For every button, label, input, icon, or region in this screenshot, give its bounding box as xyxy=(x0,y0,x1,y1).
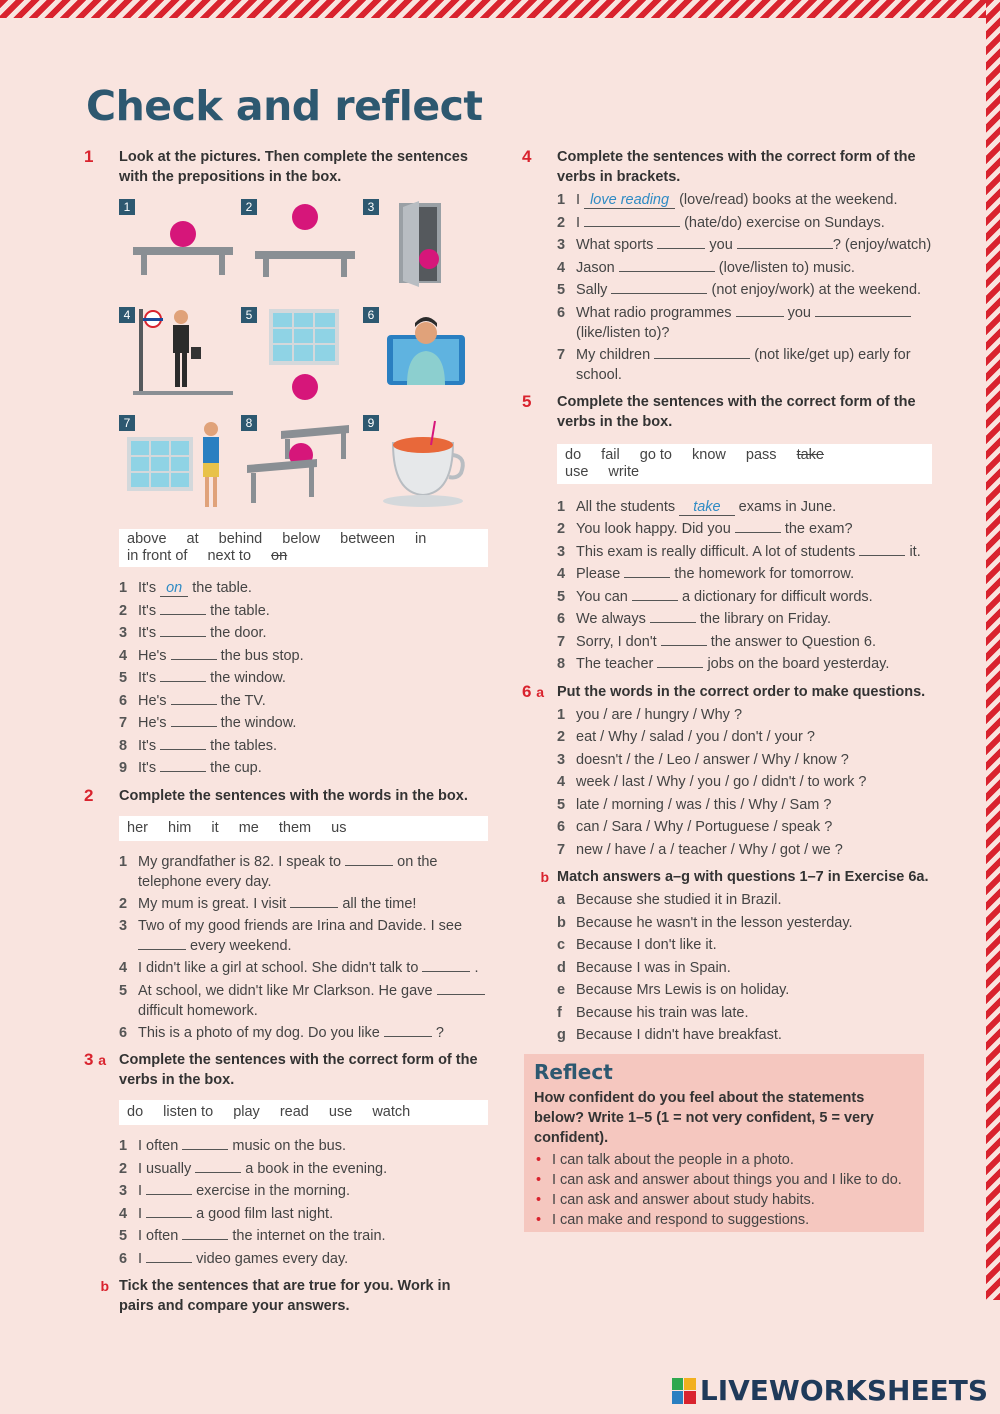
exercise-5 xyxy=(522,392,932,676)
example-answer: love reading xyxy=(584,192,675,209)
item-list xyxy=(119,851,488,1045)
list-item: 3 Two of my good friends are Irina and Davide. I see every weekend. xyxy=(119,918,463,954)
picture-label: 4 xyxy=(119,307,135,323)
list-item: 3 What sports you ? (enjoy/watch) xyxy=(557,237,932,253)
answer-blank[interactable] xyxy=(160,736,206,750)
list-item: 3 This exam is really difficult. A lot of students it. xyxy=(557,543,921,560)
word-box xyxy=(119,1100,488,1125)
word-box-item: go to xyxy=(639,446,672,463)
word-box xyxy=(119,529,488,567)
picture-label: 8 xyxy=(241,415,257,431)
table-ball-on-illustration xyxy=(119,199,237,299)
picture-grid xyxy=(119,199,487,519)
answer-blank[interactable] xyxy=(650,609,696,623)
list-item: 2 It's the table. xyxy=(119,602,270,619)
list-item: 4 Jason (love/listen to) music. xyxy=(557,259,855,276)
word-box-item: fail xyxy=(601,446,620,463)
picture-label: 5 xyxy=(241,307,257,323)
picture-label: 3 xyxy=(363,199,379,215)
picture-label: 2 xyxy=(241,199,257,215)
word-box-item: it xyxy=(211,819,219,836)
word-box-item: her xyxy=(127,819,148,836)
list-item: 1 I often music on the bus. xyxy=(119,1138,347,1154)
exercise-sub-label: b xyxy=(540,869,549,885)
exercise-instruction: Complete the sentences with the correct form of the verbs in the box. xyxy=(557,393,916,430)
answer-blank[interactable] xyxy=(195,1159,241,1173)
list-item: 6 can / Sara / Why / Portuguese / speak ? xyxy=(557,819,833,835)
exercise-number: 4 xyxy=(522,147,532,166)
exercise-instruction: Complete the sentences with the correct form of the verbs in brackets. xyxy=(557,149,916,185)
picture-label: 1 xyxy=(119,199,135,215)
answer-blank[interactable] xyxy=(422,958,470,972)
list-item: 4 Please the homework for tomorrow. xyxy=(557,566,855,582)
answer-blank[interactable] xyxy=(815,303,911,317)
page-title: Check and reflect xyxy=(86,82,483,130)
list-item: 6 We always the library on Friday. xyxy=(557,611,831,627)
list-item: f Because his train was late. xyxy=(557,1004,749,1021)
reflect-list xyxy=(534,1150,914,1230)
list-item: 8 It's the tables. xyxy=(119,737,278,754)
exercise-2 xyxy=(84,786,488,1045)
list-item: 5 late / morning / was / this / Why / Sam ? xyxy=(557,796,832,813)
answer-blank[interactable] xyxy=(160,758,206,772)
list-item: 8 The teacher jobs on the board yesterday. xyxy=(557,656,890,672)
list-item: 5 At school, we didn't like Mr Clarkson. He gave difficult homework. xyxy=(119,980,488,1022)
liveworksheets-brand xyxy=(672,1374,988,1407)
exercise-instruction: Complete the sentences with the correct form of the verbs in the box. xyxy=(119,1052,478,1088)
picture-9 xyxy=(363,415,481,515)
liveworksheets-logo-icon xyxy=(672,1378,696,1404)
ball-between-tables-illustration xyxy=(241,415,359,515)
list-item: 1 All the students take exams in June. xyxy=(557,498,837,515)
man-at-bus-stop-illustration xyxy=(119,307,237,407)
list-item: 4 week / last / Why / you / go / didn't / to work ? xyxy=(557,774,867,790)
answer-blank[interactable] xyxy=(146,1249,192,1263)
exercise-number: 3 a xyxy=(84,1050,106,1069)
exercise-instruction: Match answers a–g with questions 1–7 in Exercise 6a. xyxy=(557,869,929,885)
list-item: 5 I often the internet on the train. xyxy=(119,1228,386,1244)
list-item: 5 It's the window. xyxy=(119,670,286,686)
item-list xyxy=(119,1135,488,1270)
answer-blank[interactable] xyxy=(138,936,186,950)
answer-blank[interactable] xyxy=(735,519,781,533)
picture-5 xyxy=(241,307,359,407)
exercise-instruction: Complete the sentences with the words in the box. xyxy=(119,787,468,804)
answer-blank[interactable] xyxy=(654,345,750,359)
answer-blank[interactable] xyxy=(584,213,680,227)
answer-blank[interactable] xyxy=(619,258,715,272)
example-answer: on xyxy=(160,580,188,597)
word-box-item-used: take xyxy=(796,446,825,463)
exercise-instruction: Put the words in the correct order to make questions. xyxy=(557,683,926,700)
list-item: b Because he wasn't in the lesson yesterday. xyxy=(557,914,853,931)
list-item: 3 doesn't / the / Leo / answer / Why / know ? xyxy=(557,751,849,768)
answer-blank[interactable] xyxy=(182,1136,228,1150)
picture-label: 7 xyxy=(119,415,135,431)
list-item: 4 I a good film last night. xyxy=(119,1205,334,1222)
item-list xyxy=(557,189,932,386)
list-item: d Because I was in Spain. xyxy=(557,959,731,976)
list-item: 3 It's the door. xyxy=(119,625,267,641)
word-box-item: read xyxy=(279,1104,309,1120)
word-box-item: next to xyxy=(207,548,252,564)
exercise-6 xyxy=(522,682,932,1047)
answer-blank[interactable] xyxy=(859,542,905,556)
list-item: 2 You look happy. Did you the exam? xyxy=(557,521,853,537)
exercise-sub-label: b xyxy=(100,1278,109,1294)
word-box-item: listen to xyxy=(163,1104,214,1120)
answer-blank[interactable] xyxy=(182,1226,228,1240)
list-item: 5 Sally (not enjoy/work) at the weekend. xyxy=(557,282,922,298)
man-in-tv-illustration xyxy=(363,307,481,407)
list-item: 6 This is a photo of my dog. Do you like ? xyxy=(119,1024,444,1041)
word-box-item: behind xyxy=(218,531,263,547)
exercise-instruction: Look at the pictures. Then complete the sentences with the prepositions in the box. xyxy=(119,149,468,185)
list-item: 6 What radio programmes you (like/listen to)? xyxy=(557,302,932,344)
picture-4 xyxy=(119,307,237,407)
word-box-item: pass xyxy=(745,446,777,463)
exercise-4 xyxy=(522,147,932,386)
example-answer: take xyxy=(679,499,734,516)
top-stripe-decoration xyxy=(0,0,1000,18)
word-box-item: above xyxy=(127,531,167,547)
word-box-item: watch xyxy=(372,1104,411,1120)
left-column xyxy=(84,147,488,1316)
table-ball-above-illustration xyxy=(241,199,359,299)
teabag-in-cup-illustration xyxy=(363,415,481,515)
word-box-item: in front of xyxy=(127,548,188,564)
reflect-item: • I can ask and answer about things you and I like to do. xyxy=(534,1170,914,1190)
exercise-instruction: Tick the sentences that are true for you. Work in pairs and compare your answers. xyxy=(119,1278,451,1314)
item-list xyxy=(557,704,932,862)
word-box-item: me xyxy=(238,819,259,836)
brand-name: LIVEWORKSHEETS xyxy=(699,1374,988,1407)
answer-blank[interactable] xyxy=(146,1204,192,1218)
answer-blank[interactable] xyxy=(657,235,705,249)
list-item: 5 You can a dictionary for difficult words. xyxy=(557,588,873,605)
answer-blank[interactable] xyxy=(290,894,338,908)
word-box-item: do xyxy=(565,446,582,463)
word-box-item: between xyxy=(340,531,395,547)
word-box-item: at xyxy=(186,531,199,547)
right-column xyxy=(522,147,932,1047)
list-item: 2 I (hate/do) exercise on Sundays. xyxy=(557,214,885,231)
reflect-question: How confident do you feel about the statements below? Write 1–5 (1 = not very confident, 5 = very confident). xyxy=(534,1090,874,1146)
item-list xyxy=(557,496,932,676)
list-item: 1 My grandfather is 82. I speak to on the telephone every day. xyxy=(119,853,438,890)
list-item: 7 new / have / a / teacher / Why / got / we ? xyxy=(557,841,843,858)
reflect-item: • I can make and respond to suggestions. xyxy=(534,1210,914,1230)
picture-2 xyxy=(241,199,359,299)
man-next-to-window-illustration xyxy=(119,415,237,515)
list-item: 4 He's the bus stop. xyxy=(119,647,304,664)
answer-blank[interactable] xyxy=(632,587,678,601)
picture-6 xyxy=(363,307,481,407)
answer-blank[interactable] xyxy=(661,632,707,646)
list-item: 2 My mum is great. I visit all the time! xyxy=(119,895,417,912)
picture-label: 9 xyxy=(363,415,379,431)
word-box-item: know xyxy=(692,446,726,463)
answer-blank[interactable] xyxy=(345,852,393,866)
list-item: 6 He's the TV. xyxy=(119,692,266,709)
exercise-number: 5 xyxy=(522,391,532,411)
exercise-number: 1 xyxy=(84,147,94,166)
word-box-item: us xyxy=(331,819,347,836)
list-item: 2 eat / Why / salad / you / don't / your ? xyxy=(557,729,815,745)
reflect-item: • I can talk about the people in a photo. xyxy=(534,1150,914,1170)
list-item: g Because I didn't have breakfast. xyxy=(557,1027,782,1043)
list-item: 3 I exercise in the morning. xyxy=(119,1183,351,1199)
answer-blank[interactable] xyxy=(737,235,833,249)
word-box-item: him xyxy=(168,819,192,836)
word-box-item: use xyxy=(328,1104,353,1120)
answer-blank[interactable] xyxy=(624,564,670,578)
word-box-item: use xyxy=(565,463,589,480)
picture-1 xyxy=(119,199,237,299)
word-box-item: do xyxy=(127,1104,144,1120)
word-box xyxy=(119,816,488,841)
reflect-box xyxy=(524,1054,924,1232)
answer-blank[interactable] xyxy=(611,280,707,294)
list-item: 7 He's the window. xyxy=(119,715,297,731)
right-stripe-decoration xyxy=(986,0,1000,1300)
answer-blank[interactable] xyxy=(146,1181,192,1195)
list-item: 1 I love reading (love/read) books at the weekend. xyxy=(557,192,898,208)
picture-label: 6 xyxy=(363,307,379,323)
list-item: a Because she studied it in Brazil. xyxy=(557,892,782,908)
answer-blank[interactable] xyxy=(657,654,703,668)
answer-blank[interactable] xyxy=(736,303,784,317)
item-list xyxy=(557,889,932,1047)
reflect-title: Reflect xyxy=(534,1060,613,1084)
answer-blank[interactable] xyxy=(160,668,206,682)
answer-blank[interactable] xyxy=(437,981,485,995)
answer-blank[interactable] xyxy=(171,646,217,660)
word-box-item: below xyxy=(282,531,321,547)
item-list xyxy=(119,577,488,780)
answer-blank[interactable] xyxy=(160,623,206,637)
word-box-item-used: on xyxy=(271,548,288,564)
answer-blank[interactable] xyxy=(171,713,217,727)
list-item: 6 I video games every day. xyxy=(119,1250,349,1267)
exercise-number: 2 xyxy=(84,785,94,805)
list-item: c Because I don't like it. xyxy=(557,937,717,953)
picture-3 xyxy=(363,199,481,299)
picture-8 xyxy=(241,415,359,515)
list-item: 4 I didn't like a girl at school. She didn't talk to . xyxy=(119,960,479,976)
picture-7 xyxy=(119,415,237,515)
answer-blank[interactable] xyxy=(160,601,206,615)
word-box-item: them xyxy=(278,819,312,836)
window-ball-below-illustration xyxy=(241,307,359,407)
word-box-item: in xyxy=(415,531,427,547)
list-item: 9 It's the cup. xyxy=(119,760,262,776)
reflect-item: • I can ask and answer about study habits. xyxy=(534,1190,914,1210)
answer-blank[interactable] xyxy=(384,1023,432,1037)
door-ball-behind-illustration xyxy=(363,199,481,299)
list-item: 7 Sorry, I don't the answer to Question 6. xyxy=(557,633,876,650)
exercise-3 xyxy=(84,1050,488,1316)
answer-blank[interactable] xyxy=(171,691,217,705)
word-box-item: write xyxy=(608,463,640,480)
list-item: 1 you / are / hungry / Why ? xyxy=(557,706,743,723)
list-item: 1 It's on the table. xyxy=(119,580,252,596)
list-item: 2 I usually a book in the evening. xyxy=(119,1160,388,1177)
word-box-item: play xyxy=(233,1104,260,1120)
word-box xyxy=(557,444,932,484)
list-item: 7 My children (not like/get up) early for school. xyxy=(557,346,911,383)
exercise-number: 6 a xyxy=(522,681,544,701)
list-item: e Because Mrs Lewis is on holiday. xyxy=(557,982,790,998)
exercise-1 xyxy=(84,147,488,780)
